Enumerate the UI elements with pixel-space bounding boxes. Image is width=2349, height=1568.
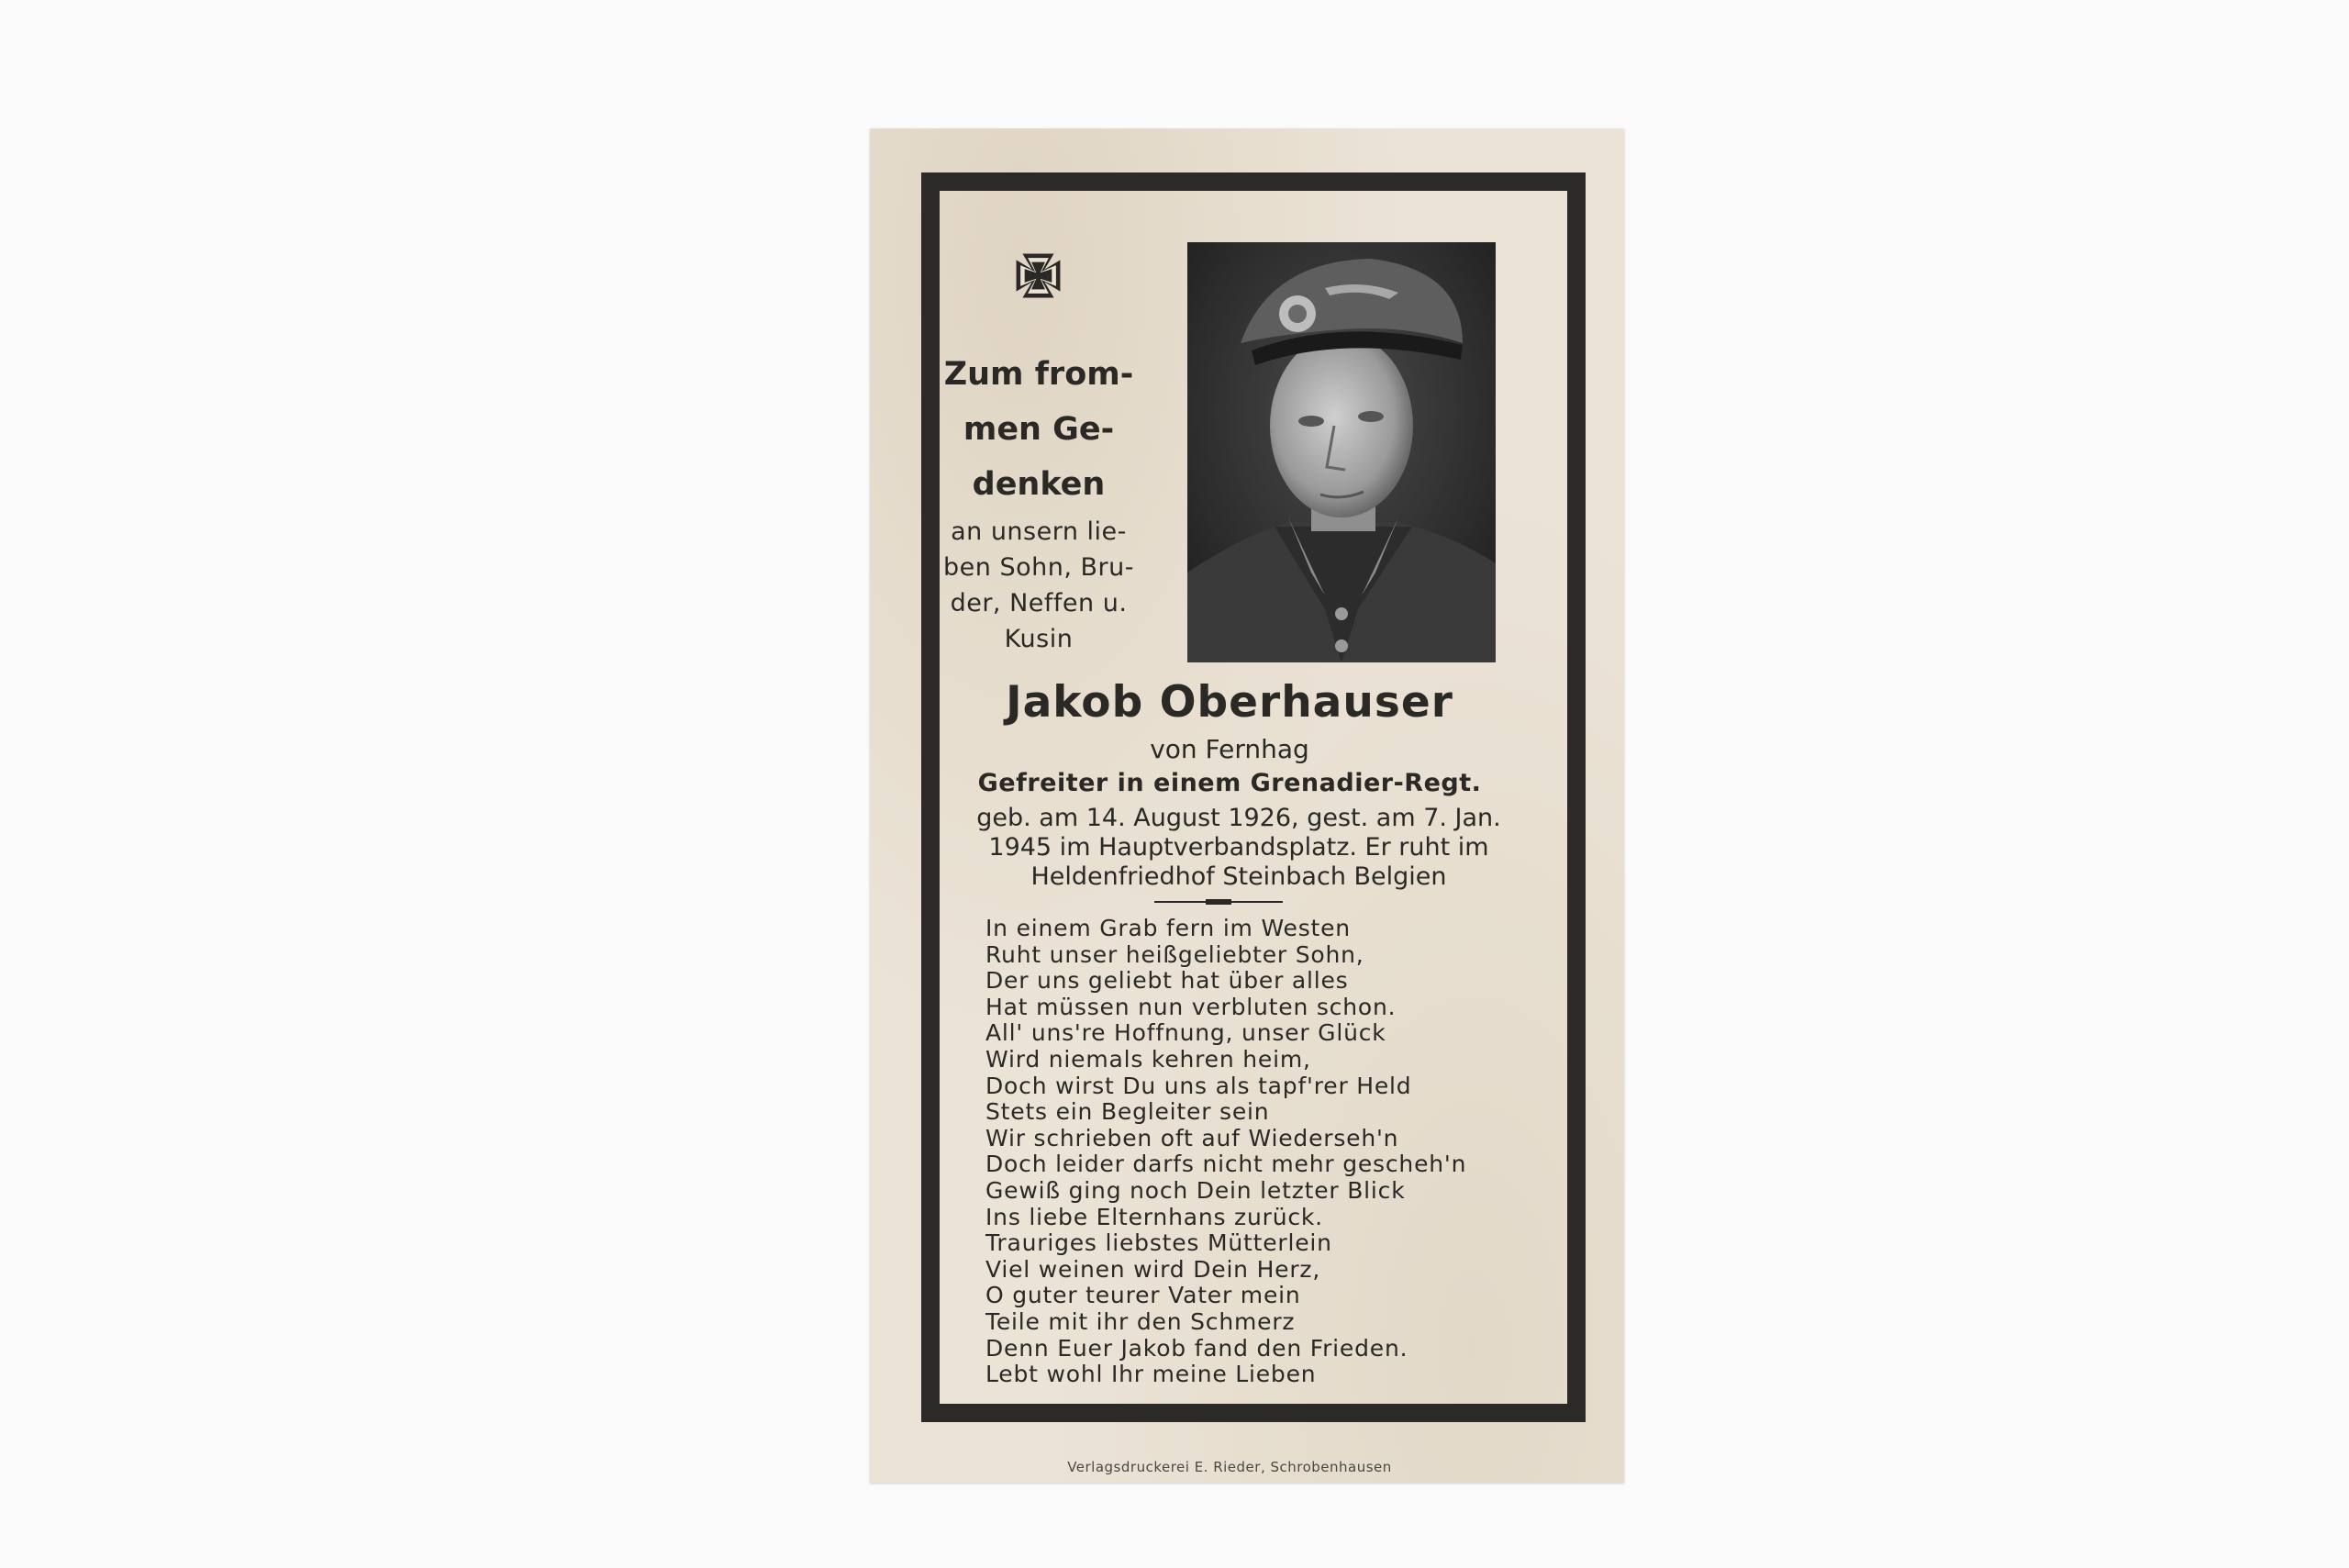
dates-line: geb. am 14. August 1926, gest. am 7. Jan. <box>976 804 1501 832</box>
iron-cross-icon <box>1012 250 1064 302</box>
dedication-line: ben Sohn, Bru- <box>943 553 1134 582</box>
birth-death-dates <box>936 804 1542 892</box>
dates-line: Heldenfriedhof Steinbach Belgien <box>1030 862 1447 891</box>
poem-line: Viel weinen wird Dein Herz, <box>985 1255 1321 1283</box>
poem-line: Der uns geliebt hat über alles <box>985 967 1349 995</box>
poem-line: Doch leider darfs nicht mehr gescheh'n <box>985 1151 1467 1178</box>
poem-line: Lebt wohl Ihr meine Lieben <box>985 1361 1317 1388</box>
heading-line: Zum from- <box>943 356 1134 393</box>
dedication-line: Kusin <box>1004 625 1074 653</box>
poem-line: Wir schrieben oft auf Wiederseh'n <box>985 1124 1399 1151</box>
printer-imprint: Verlagsdruckerei E. Rieder, Schrobenhausen <box>1067 1459 1392 1475</box>
heading-line: men Ge- <box>963 411 1115 448</box>
poem-line: Stets ein Begleiter sein <box>985 1098 1270 1126</box>
poem-line: Hat müssen nun verbluten schon. <box>985 993 1397 1020</box>
poem-line: Wird niemals kehren heim, <box>985 1045 1311 1073</box>
dates-line: 1945 im Hauptverbandsplatz. Er ruht im <box>988 833 1489 862</box>
poem-line: In einem Grab fern im Westen <box>985 915 1351 941</box>
dedication-text <box>918 514 1160 657</box>
poem-line: All' uns're Hoffnung, unser Glück <box>985 1019 1386 1047</box>
deceased-name: Jakob Oberhauser <box>1006 677 1453 728</box>
soldier-portrait <box>1187 242 1496 662</box>
poem-line: Trauriges liebstes Mütterlein <box>985 1229 1332 1257</box>
poem-line: Teile mit ihr den Schmerz <box>985 1307 1296 1335</box>
dedication-line: an unsern lie- <box>951 517 1127 546</box>
poem-line: O guter teurer Vater mein <box>985 1282 1301 1309</box>
poem-line: Gewiß ging noch Dein letzter Blick <box>985 1176 1406 1204</box>
poem-line: Denn Euer Jakob fand den Frieden. <box>985 1334 1408 1362</box>
poem-line: Ruht unser heißgeliebter Sohn, <box>985 940 1364 968</box>
ornament-divider-center <box>1206 899 1231 905</box>
hometown: von Fernhag <box>1150 734 1309 764</box>
poem-line: Ins liebe Elternhans zurück. <box>985 1203 1323 1230</box>
memorial-poem <box>985 916 1554 1388</box>
dedication-line: der, Neffen u. <box>950 589 1128 617</box>
heading-zum-frommen-gedenken <box>918 347 1160 512</box>
poem-line: Doch wirst Du uns als tapf'rer Held <box>985 1072 1412 1099</box>
military-rank: Gefreiter in einem Grenadier-Regt. <box>977 769 1482 797</box>
heading-line: denken <box>972 466 1106 503</box>
